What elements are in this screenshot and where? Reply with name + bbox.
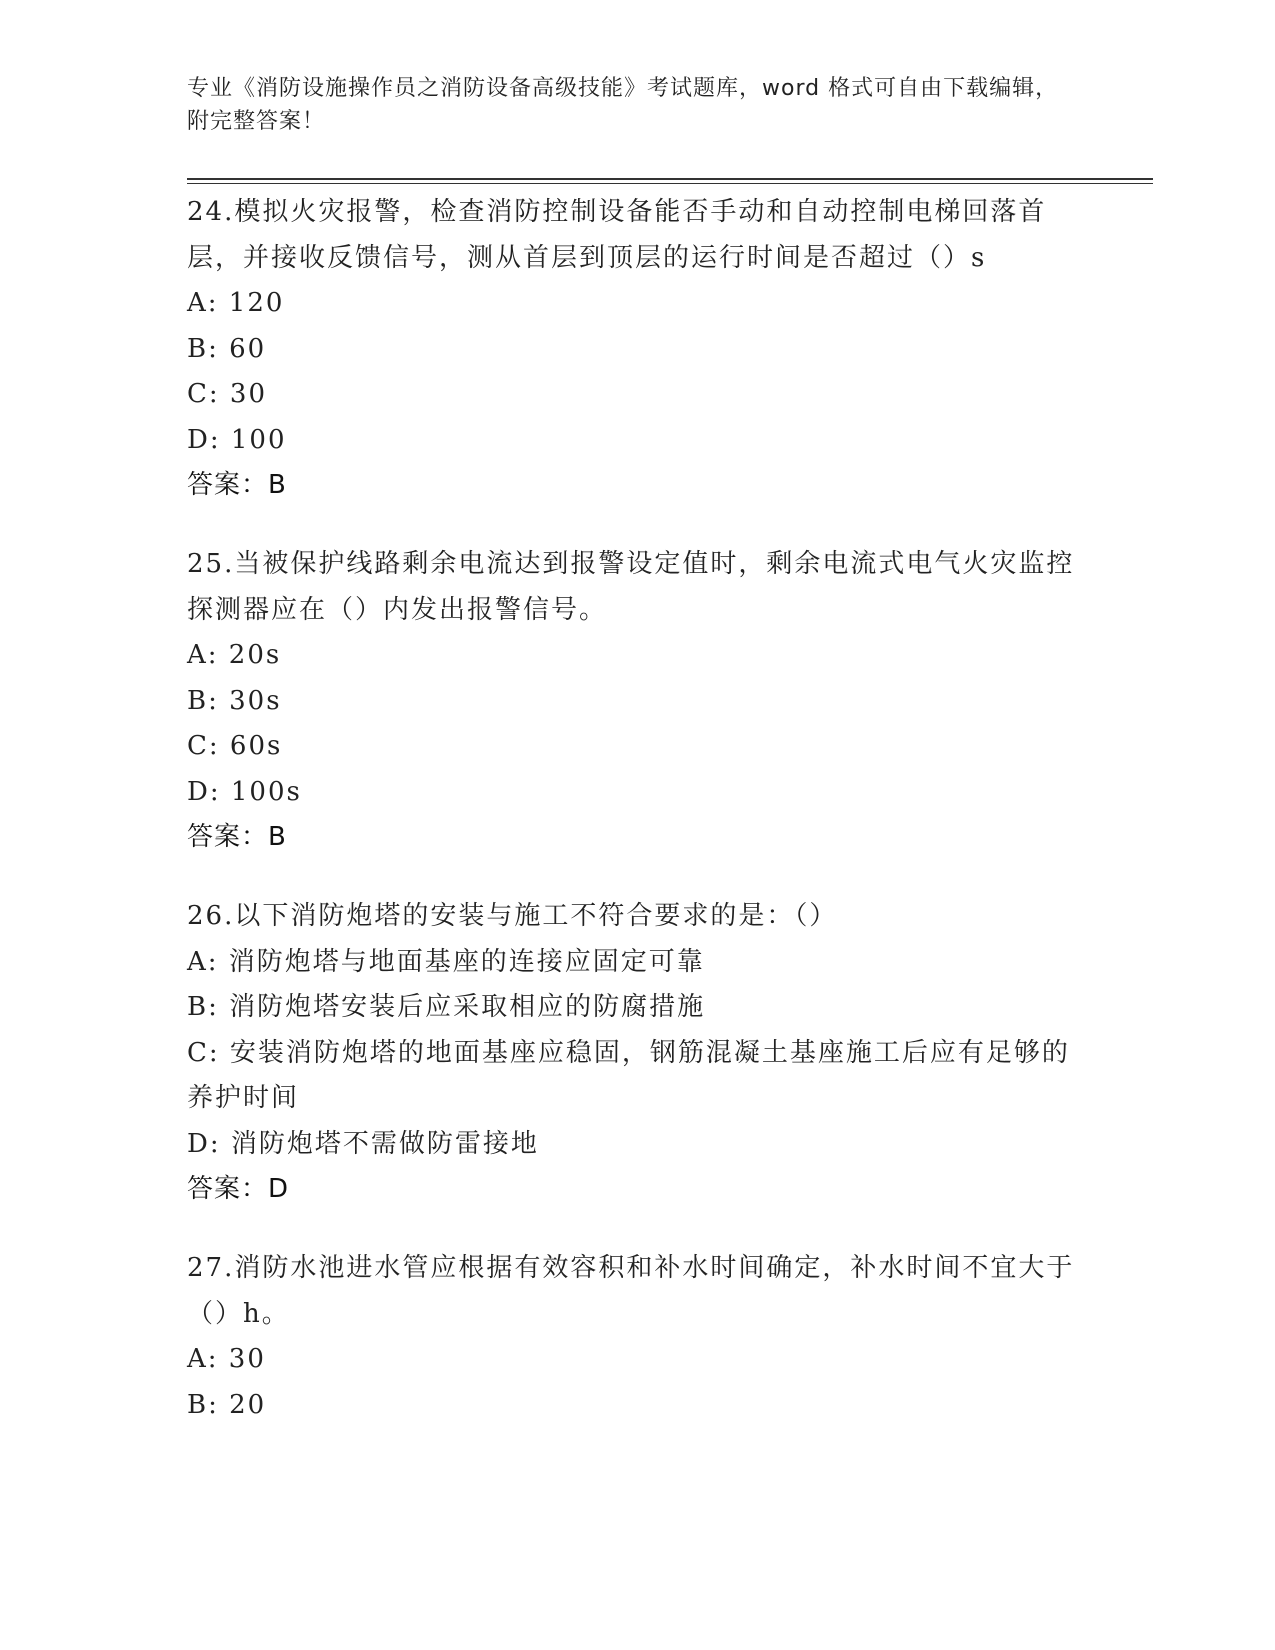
option-a: A: 120 xyxy=(187,288,285,318)
answer-line: 答案：B xyxy=(187,822,287,852)
option-b: B: 30s xyxy=(187,685,282,716)
option-a: A: 消防炮塔与地面基座的连接应固定可靠 xyxy=(187,946,705,977)
question-stem: 27.消防水池进水管应根据有效容积和补水时间确定，补水时间不宜大于（）h。 xyxy=(187,1253,1075,1329)
question-stem: 26.以下消防炮塔的安装与施工不符合要求的是：（） xyxy=(187,901,838,931)
option-b: B: 60 xyxy=(187,333,267,364)
option-c: C: 30 xyxy=(187,379,268,409)
option-c: C: 安装消防炮塔的地面基座应稳固，钢筋混凝土基座施工后应有足够的养护时间 xyxy=(187,1037,1070,1113)
question-26 xyxy=(187,894,1087,1212)
answer-line: 答案：B xyxy=(187,470,287,500)
question-list xyxy=(187,190,1087,1462)
option-b: B: 20 xyxy=(187,1389,267,1420)
question-27 xyxy=(187,1246,1087,1428)
question-stem: 24.模拟火灾报警，检查消防控制设备能否手动和自动控制电梯回落首层，并接收反馈信号，测从首层到顶层的运行时间是否超过（）s xyxy=(187,197,1047,273)
option-b: B: 消防炮塔安装后应采取相应的防腐措施 xyxy=(187,992,706,1022)
header-divider-thick xyxy=(187,178,1153,180)
option-c: C: 60s xyxy=(187,731,283,761)
header-divider-thin xyxy=(187,183,1153,184)
option-d: D: 消防炮塔不需做防雷接地 xyxy=(187,1128,539,1159)
question-24 xyxy=(187,190,1087,508)
option-d: D: 100s xyxy=(187,776,302,807)
option-a: A: 20s xyxy=(187,640,282,670)
answer-line: 答案：D xyxy=(187,1174,290,1204)
option-a: A: 30 xyxy=(187,1344,266,1374)
option-d: D: 100 xyxy=(187,424,287,455)
question-stem: 25.当被保护线路剩余电流达到报警设定值时，剩余电流式电气火灾监控探测器应在（）内发出报警信号。 xyxy=(187,549,1075,625)
document-header: 专业《消防设施操作员之消防设备高级技能》考试题库，word 格式可自由下载编辑，附完整答案！ xyxy=(187,76,1059,134)
question-25 xyxy=(187,542,1087,860)
